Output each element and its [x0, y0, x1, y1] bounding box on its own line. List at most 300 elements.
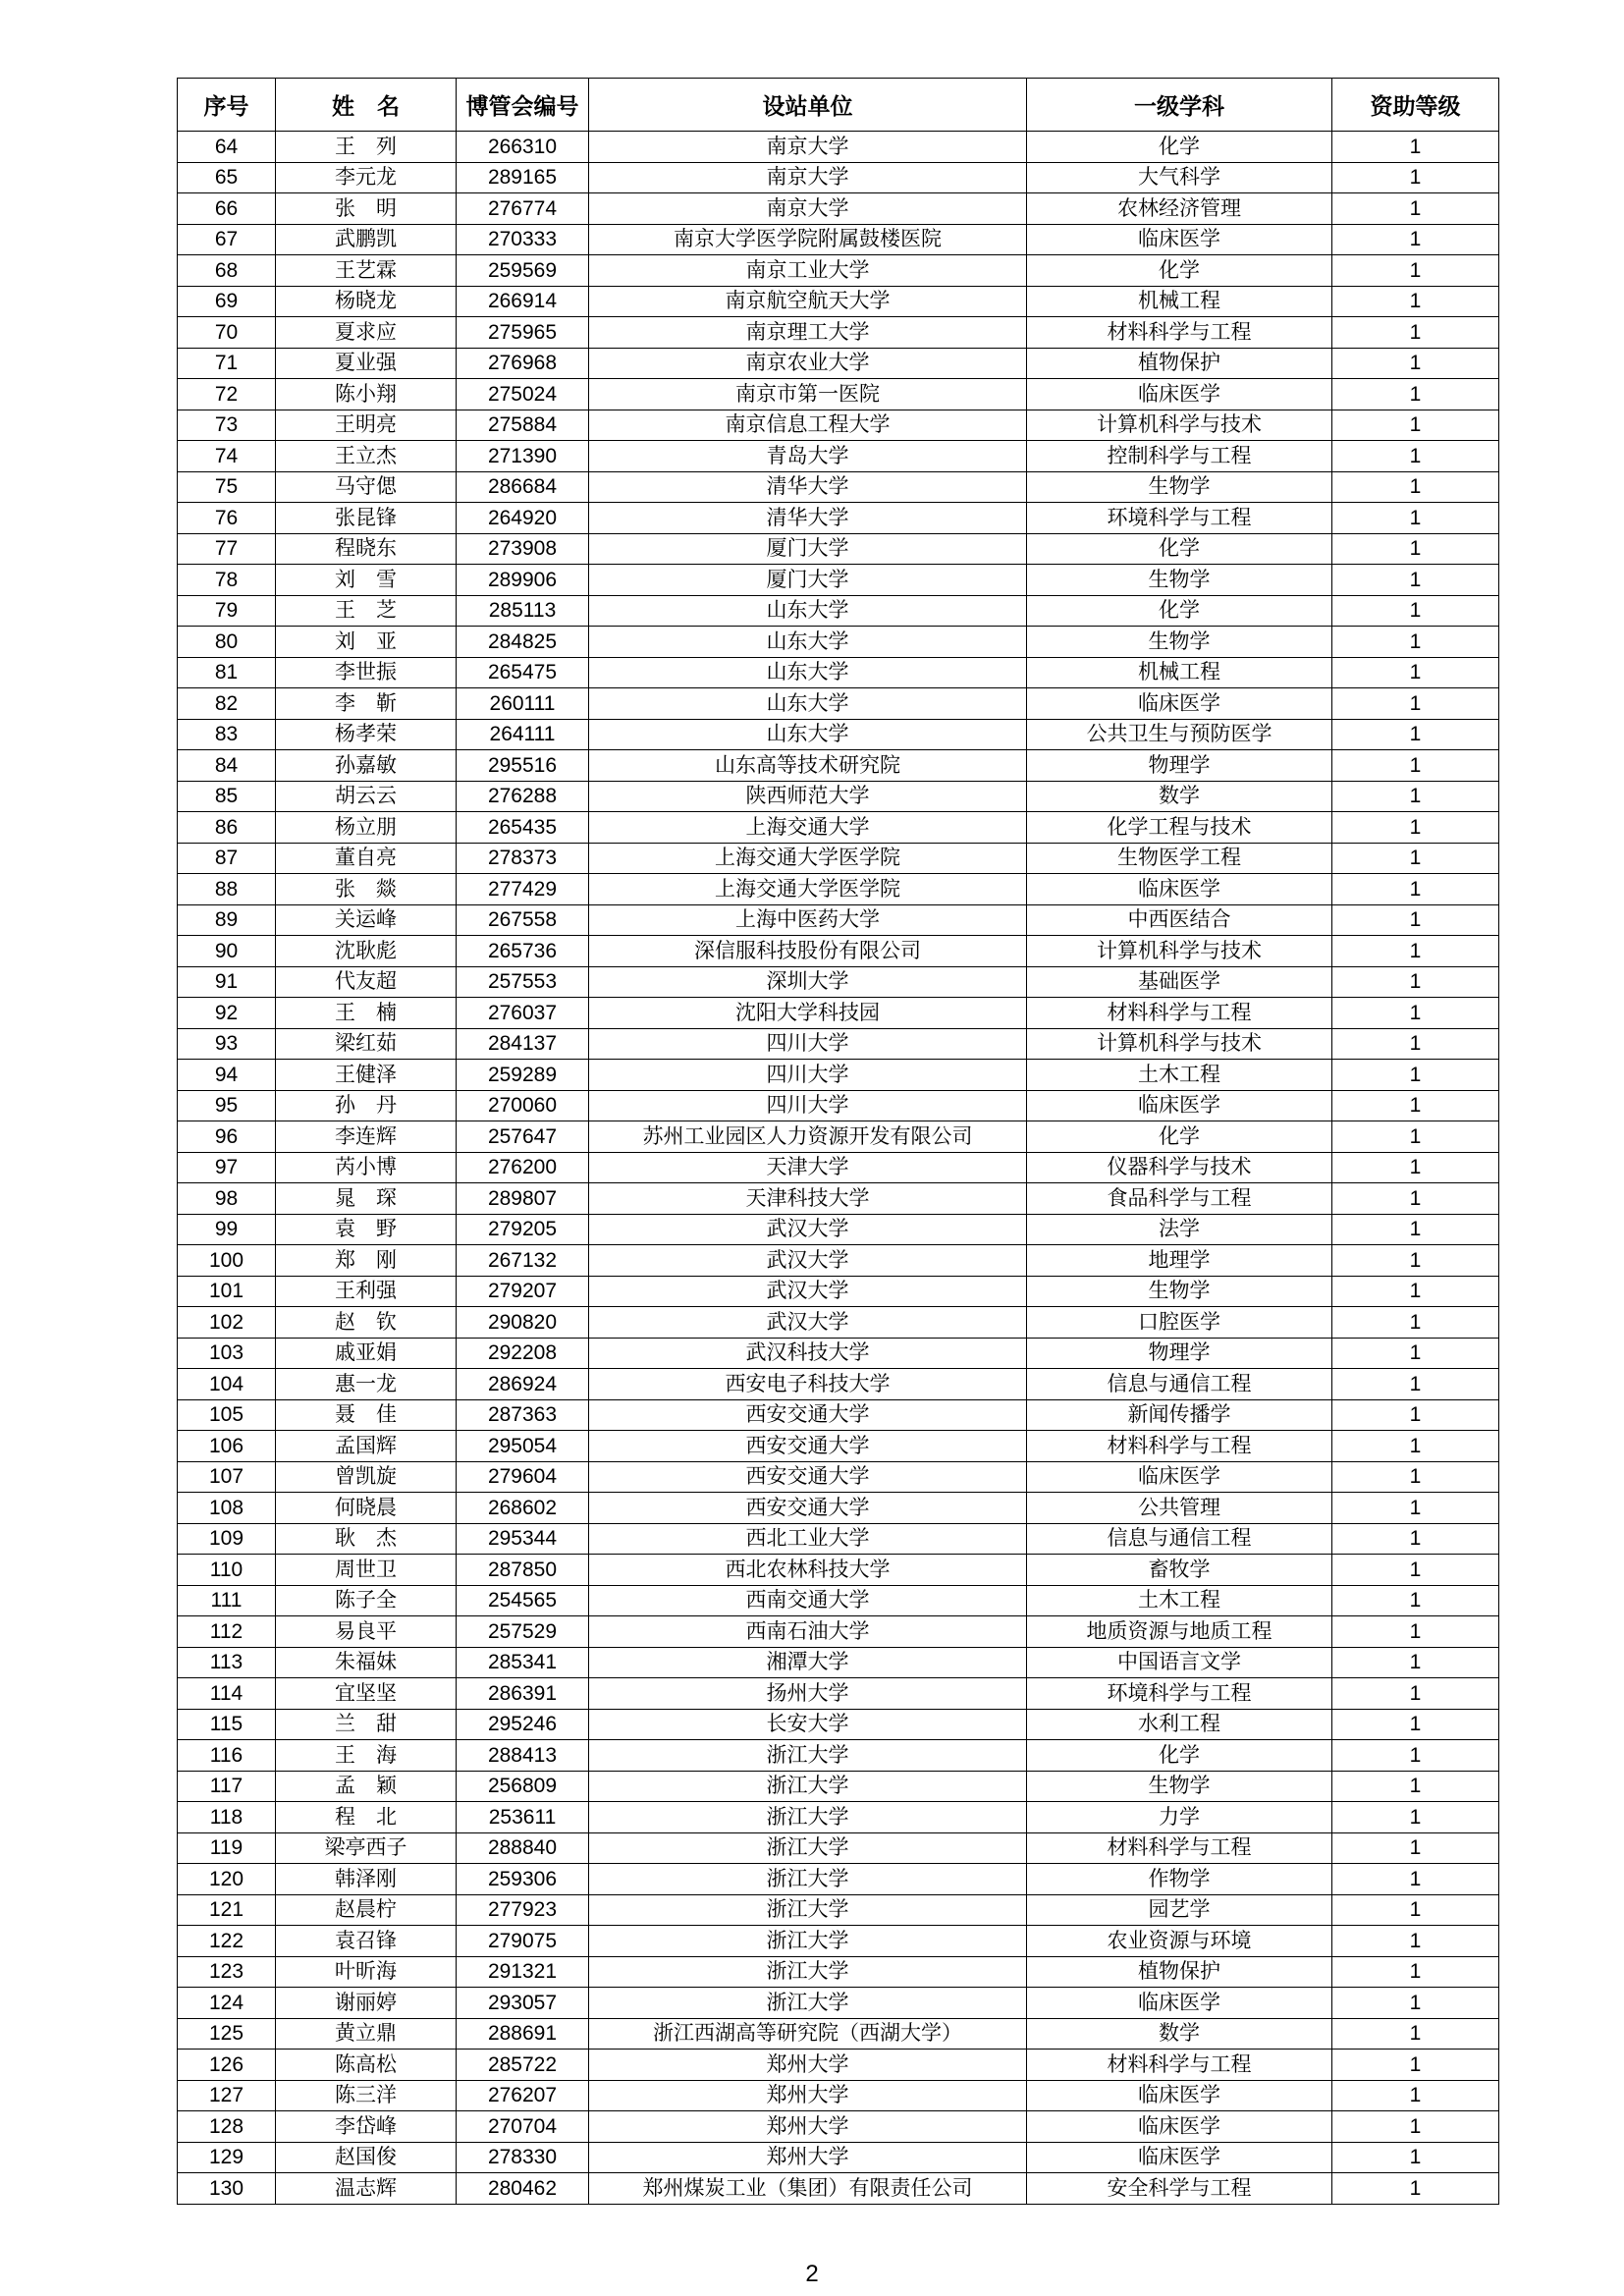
- table-row: [178, 1555, 1499, 1586]
- serial-number-cell: 71: [178, 348, 276, 379]
- table-row: [178, 2173, 1499, 2205]
- table-row: [178, 998, 1499, 1029]
- registration-number-cell: 268602: [457, 1493, 589, 1524]
- serial-number-cell: 85: [178, 781, 276, 812]
- funding-level-cell: 1: [1332, 1802, 1499, 1833]
- registration-number-cell: 295246: [457, 1709, 589, 1740]
- name-cell: 王艺霖: [276, 255, 457, 287]
- name-cell: 赵晨柠: [276, 1894, 457, 1926]
- serial-number-cell: 105: [178, 1399, 276, 1431]
- host-institution-cell: 南京航空航天大学: [589, 286, 1027, 317]
- discipline-cell: 农林经济管理: [1027, 193, 1332, 225]
- registration-number-cell: 256809: [457, 1771, 589, 1802]
- table-row: [178, 533, 1499, 565]
- registration-number-cell: 289906: [457, 565, 589, 596]
- host-institution-cell: 南京大学: [589, 193, 1027, 225]
- discipline-cell: 法学: [1027, 1214, 1332, 1245]
- serial-number-cell: 70: [178, 317, 276, 349]
- discipline-cell: 机械工程: [1027, 286, 1332, 317]
- serial-number-cell: 126: [178, 2050, 276, 2081]
- registration-number-cell: 278330: [457, 2142, 589, 2173]
- table-row: [178, 1183, 1499, 1215]
- discipline-cell: 控制科学与工程: [1027, 441, 1332, 472]
- table-row: [178, 132, 1499, 163]
- name-cell: 郑 刚: [276, 1245, 457, 1277]
- registration-number-cell: 277923: [457, 1894, 589, 1926]
- name-cell: 刘 亚: [276, 627, 457, 658]
- name-cell: 耿 杰: [276, 1523, 457, 1555]
- host-institution-cell: 郑州煤炭工业（集团）有限责任公司: [589, 2173, 1027, 2205]
- name-cell: 袁 野: [276, 1214, 457, 1245]
- serial-number-cell: 84: [178, 750, 276, 782]
- discipline-cell: 材料科学与工程: [1027, 317, 1332, 349]
- name-cell: 宜坚坚: [276, 1678, 457, 1710]
- name-cell: 梁亭西子: [276, 1832, 457, 1864]
- funding-level-cell: 1: [1332, 2142, 1499, 2173]
- funding-level-cell: 1: [1332, 1771, 1499, 1802]
- host-institution-cell: 南京农业大学: [589, 348, 1027, 379]
- table-row: [178, 286, 1499, 317]
- name-cell: 杨晓龙: [276, 286, 457, 317]
- funding-list-table: [177, 78, 1499, 2205]
- registration-number-cell: 265736: [457, 936, 589, 967]
- funding-level-cell: 1: [1332, 379, 1499, 410]
- table-row: [178, 162, 1499, 193]
- registration-number-cell: 287363: [457, 1399, 589, 1431]
- registration-number-cell: 267558: [457, 904, 589, 936]
- discipline-cell: 地质资源与地质工程: [1027, 1616, 1332, 1648]
- serial-number-cell: 99: [178, 1214, 276, 1245]
- host-institution-cell: 西安电子科技大学: [589, 1369, 1027, 1400]
- serial-number-cell: 125: [178, 2018, 276, 2050]
- funding-level-cell: 1: [1332, 1894, 1499, 1926]
- table-row: [178, 193, 1499, 225]
- discipline-cell: 化学: [1027, 533, 1332, 565]
- serial-number-cell: 102: [178, 1307, 276, 1339]
- name-cell: 孟国辉: [276, 1431, 457, 1462]
- serial-number-cell: 124: [178, 1988, 276, 2019]
- discipline-cell: 力学: [1027, 1802, 1332, 1833]
- funding-level-cell: 1: [1332, 286, 1499, 317]
- table-row: [178, 2050, 1499, 2081]
- funding-level-cell: 1: [1332, 1461, 1499, 1493]
- discipline-cell: 口腔医学: [1027, 1307, 1332, 1339]
- registration-number-cell: 259306: [457, 1864, 589, 1895]
- table-row: [178, 1864, 1499, 1895]
- name-cell: 王 列: [276, 132, 457, 163]
- discipline-cell: 物理学: [1027, 1338, 1332, 1369]
- registration-number-cell: 266310: [457, 132, 589, 163]
- funding-level-cell: 1: [1332, 255, 1499, 287]
- name-cell: 谢丽婷: [276, 1988, 457, 2019]
- table-row: [178, 1152, 1499, 1183]
- name-cell: 程 北: [276, 1802, 457, 1833]
- host-institution-cell: 南京大学: [589, 132, 1027, 163]
- funding-level-cell: 1: [1332, 471, 1499, 503]
- table-row: [178, 2080, 1499, 2111]
- funding-level-cell: 1: [1332, 1926, 1499, 1957]
- registration-number-cell: 270704: [457, 2111, 589, 2143]
- funding-level-cell: 1: [1332, 2050, 1499, 2081]
- host-institution-cell: 武汉大学: [589, 1214, 1027, 1245]
- registration-number-cell: 276774: [457, 193, 589, 225]
- discipline-cell: 化学: [1027, 255, 1332, 287]
- host-institution-cell: 西安交通大学: [589, 1493, 1027, 1524]
- discipline-cell: 物理学: [1027, 750, 1332, 782]
- name-cell: 刘 雪: [276, 565, 457, 596]
- host-institution-cell: 浙江大学: [589, 1956, 1027, 1988]
- table-row: [178, 2018, 1499, 2050]
- host-institution-cell: 浙江大学: [589, 1832, 1027, 1864]
- funding-level-cell: 1: [1332, 1090, 1499, 1121]
- host-institution-cell: 上海交通大学: [589, 812, 1027, 844]
- name-cell: 黄立鼎: [276, 2018, 457, 2050]
- registration-number-cell: 265475: [457, 657, 589, 688]
- host-institution-cell: 浙江大学: [589, 1988, 1027, 2019]
- serial-number-cell: 86: [178, 812, 276, 844]
- host-institution-cell: 浙江大学: [589, 1802, 1027, 1833]
- host-institution-cell: 上海交通大学医学院: [589, 843, 1027, 874]
- funding-level-cell: 1: [1332, 998, 1499, 1029]
- funding-level-cell: 1: [1332, 1678, 1499, 1710]
- discipline-cell: 计算机科学与技术: [1027, 1028, 1332, 1060]
- discipline-cell: 计算机科学与技术: [1027, 410, 1332, 441]
- host-institution-cell: 山东大学: [589, 688, 1027, 720]
- serial-number-cell: 112: [178, 1616, 276, 1648]
- funding-level-cell: 1: [1332, 132, 1499, 163]
- table-row: [178, 1307, 1499, 1339]
- registration-number-cell: 259569: [457, 255, 589, 287]
- funding-level-cell: 1: [1332, 657, 1499, 688]
- registration-number-cell: 291321: [457, 1956, 589, 1988]
- name-cell: 周世卫: [276, 1555, 457, 1586]
- host-institution-cell: 深圳大学: [589, 966, 1027, 998]
- table-body: [178, 132, 1499, 2205]
- serial-number-cell: 77: [178, 533, 276, 565]
- table-row: [178, 1956, 1499, 1988]
- table-header: [178, 79, 1499, 132]
- registration-number-cell: 267132: [457, 1245, 589, 1277]
- name-cell: 孟 颖: [276, 1771, 457, 1802]
- funding-level-cell: 1: [1332, 904, 1499, 936]
- discipline-cell: 生物学: [1027, 627, 1332, 658]
- name-cell: 李 靳: [276, 688, 457, 720]
- table-row: [178, 657, 1499, 688]
- serial-number-cell: 82: [178, 688, 276, 720]
- table-row: [178, 1802, 1499, 1833]
- table-row: [178, 1709, 1499, 1740]
- serial-number-cell: 73: [178, 410, 276, 441]
- registration-number-cell: 295344: [457, 1523, 589, 1555]
- registration-number-cell: 278373: [457, 843, 589, 874]
- name-cell: 何晓晨: [276, 1493, 457, 1524]
- serial-number-cell: 127: [178, 2080, 276, 2111]
- host-institution-cell: 浙江大学: [589, 1740, 1027, 1772]
- table-row: [178, 379, 1499, 410]
- table-row: [178, 843, 1499, 874]
- name-cell: 胡云云: [276, 781, 457, 812]
- registration-number-cell: 288691: [457, 2018, 589, 2050]
- discipline-cell: 数学: [1027, 781, 1332, 812]
- discipline-cell: 生物学: [1027, 1276, 1332, 1307]
- name-cell: 沈耿彪: [276, 936, 457, 967]
- header-name: 姓 名: [276, 79, 457, 132]
- table-row: [178, 1678, 1499, 1710]
- serial-number-cell: 114: [178, 1678, 276, 1710]
- name-cell: 杨立朋: [276, 812, 457, 844]
- serial-number-cell: 97: [178, 1152, 276, 1183]
- serial-number-cell: 83: [178, 719, 276, 750]
- discipline-cell: 临床医学: [1027, 379, 1332, 410]
- discipline-cell: 临床医学: [1027, 2080, 1332, 2111]
- name-cell: 孙嘉敏: [276, 750, 457, 782]
- table-row: [178, 1894, 1499, 1926]
- table-row: [178, 936, 1499, 967]
- registration-number-cell: 286391: [457, 1678, 589, 1710]
- funding-level-cell: 1: [1332, 1988, 1499, 2019]
- funding-level-cell: 1: [1332, 441, 1499, 472]
- table-row: [178, 1740, 1499, 1772]
- name-cell: 朱福妹: [276, 1647, 457, 1678]
- table-row: [178, 1090, 1499, 1121]
- serial-number-cell: 67: [178, 224, 276, 255]
- table-row: [178, 1771, 1499, 1802]
- funding-level-cell: 1: [1332, 966, 1499, 998]
- registration-number-cell: 265435: [457, 812, 589, 844]
- discipline-cell: 数学: [1027, 2018, 1332, 2050]
- funding-level-cell: 1: [1332, 1183, 1499, 1215]
- registration-number-cell: 266914: [457, 286, 589, 317]
- serial-number-cell: 100: [178, 1245, 276, 1277]
- funding-level-cell: 1: [1332, 627, 1499, 658]
- registration-number-cell: 254565: [457, 1585, 589, 1616]
- registration-number-cell: 292208: [457, 1338, 589, 1369]
- registration-number-cell: 264111: [457, 719, 589, 750]
- serial-number-cell: 72: [178, 379, 276, 410]
- host-institution-cell: 山东大学: [589, 657, 1027, 688]
- serial-number-cell: 65: [178, 162, 276, 193]
- name-cell: 王 楠: [276, 998, 457, 1029]
- table-row: [178, 224, 1499, 255]
- serial-number-cell: 69: [178, 286, 276, 317]
- name-cell: 关运峰: [276, 904, 457, 936]
- discipline-cell: 生物学: [1027, 565, 1332, 596]
- host-institution-cell: 清华大学: [589, 471, 1027, 503]
- funding-level-cell: 1: [1332, 781, 1499, 812]
- name-cell: 袁召锋: [276, 1926, 457, 1957]
- discipline-cell: 生物医学工程: [1027, 843, 1332, 874]
- discipline-cell: 材料科学与工程: [1027, 2050, 1332, 2081]
- discipline-cell: 化学: [1027, 595, 1332, 627]
- table-row: [178, 2111, 1499, 2143]
- table-row: [178, 255, 1499, 287]
- host-institution-cell: 郑州大学: [589, 2080, 1027, 2111]
- header-row: [178, 79, 1499, 132]
- table-row: [178, 904, 1499, 936]
- funding-level-cell: 1: [1332, 224, 1499, 255]
- funding-level-cell: 1: [1332, 812, 1499, 844]
- funding-level-cell: 1: [1332, 1245, 1499, 1277]
- discipline-cell: 化学工程与技术: [1027, 812, 1332, 844]
- funding-level-cell: 1: [1332, 2173, 1499, 2205]
- serial-number-cell: 95: [178, 1090, 276, 1121]
- funding-level-cell: 1: [1332, 1399, 1499, 1431]
- host-institution-cell: 青岛大学: [589, 441, 1027, 472]
- serial-number-cell: 64: [178, 132, 276, 163]
- name-cell: 王利强: [276, 1276, 457, 1307]
- funding-level-cell: 1: [1332, 193, 1499, 225]
- host-institution-cell: 浙江大学: [589, 1864, 1027, 1895]
- registration-number-cell: 253611: [457, 1802, 589, 1833]
- table-row: [178, 1338, 1499, 1369]
- serial-number-cell: 104: [178, 1369, 276, 1400]
- discipline-cell: 地理学: [1027, 1245, 1332, 1277]
- funding-level-cell: 1: [1332, 1152, 1499, 1183]
- registration-number-cell: 295516: [457, 750, 589, 782]
- discipline-cell: 公共卫生与预防医学: [1027, 719, 1332, 750]
- table-row: [178, 317, 1499, 349]
- host-institution-cell: 苏州工业园区人力资源开发有限公司: [589, 1121, 1027, 1153]
- registration-number-cell: 285722: [457, 2050, 589, 2081]
- serial-number-cell: 120: [178, 1864, 276, 1895]
- discipline-cell: 水利工程: [1027, 1709, 1332, 1740]
- name-cell: 李元龙: [276, 162, 457, 193]
- host-institution-cell: 浙江大学: [589, 1926, 1027, 1957]
- serial-number-cell: 66: [178, 193, 276, 225]
- name-cell: 李连辉: [276, 1121, 457, 1153]
- discipline-cell: 食品科学与工程: [1027, 1183, 1332, 1215]
- host-institution-cell: 厦门大学: [589, 533, 1027, 565]
- funding-level-cell: 1: [1332, 1709, 1499, 1740]
- funding-level-cell: 1: [1332, 1431, 1499, 1462]
- funding-level-cell: 1: [1332, 719, 1499, 750]
- discipline-cell: 土木工程: [1027, 1060, 1332, 1091]
- table-row: [178, 2142, 1499, 2173]
- registration-number-cell: 288413: [457, 1740, 589, 1772]
- table-row: [178, 1060, 1499, 1091]
- name-cell: 张 明: [276, 193, 457, 225]
- funding-level-cell: 1: [1332, 843, 1499, 874]
- registration-number-cell: 275965: [457, 317, 589, 349]
- discipline-cell: 机械工程: [1027, 657, 1332, 688]
- header-registration-number: 博管会编号: [457, 79, 589, 132]
- name-cell: 武鹏凯: [276, 224, 457, 255]
- funding-level-cell: 1: [1332, 1060, 1499, 1091]
- name-cell: 戚亚娟: [276, 1338, 457, 1369]
- registration-number-cell: 257529: [457, 1616, 589, 1648]
- serial-number-cell: 115: [178, 1709, 276, 1740]
- registration-number-cell: 284137: [457, 1028, 589, 1060]
- discipline-cell: 计算机科学与技术: [1027, 936, 1332, 967]
- table-row: [178, 441, 1499, 472]
- host-institution-cell: 厦门大学: [589, 565, 1027, 596]
- registration-number-cell: 289165: [457, 162, 589, 193]
- table-row: [178, 1647, 1499, 1678]
- host-institution-cell: 山东大学: [589, 719, 1027, 750]
- serial-number-cell: 109: [178, 1523, 276, 1555]
- host-institution-cell: 上海交通大学医学院: [589, 874, 1027, 905]
- host-institution-cell: 四川大学: [589, 1028, 1027, 1060]
- serial-number-cell: 68: [178, 255, 276, 287]
- name-cell: 李世振: [276, 657, 457, 688]
- table-row: [178, 1988, 1499, 2019]
- name-cell: 孙 丹: [276, 1090, 457, 1121]
- registration-number-cell: 287850: [457, 1555, 589, 1586]
- funding-level-cell: 1: [1332, 1523, 1499, 1555]
- registration-number-cell: 285113: [457, 595, 589, 627]
- serial-number-cell: 106: [178, 1431, 276, 1462]
- discipline-cell: 临床医学: [1027, 2111, 1332, 2143]
- registration-number-cell: 259289: [457, 1060, 589, 1091]
- table-row: [178, 1585, 1499, 1616]
- serial-number-cell: 80: [178, 627, 276, 658]
- funding-level-cell: 1: [1332, 2018, 1499, 2050]
- funding-level-cell: 1: [1332, 1493, 1499, 1524]
- serial-number-cell: 113: [178, 1647, 276, 1678]
- host-institution-cell: 郑州大学: [589, 2142, 1027, 2173]
- table-row: [178, 565, 1499, 596]
- funding-level-cell: 1: [1332, 2080, 1499, 2111]
- serial-number-cell: 101: [178, 1276, 276, 1307]
- funding-level-cell: 1: [1332, 1276, 1499, 1307]
- host-institution-cell: 西安交通大学: [589, 1461, 1027, 1493]
- discipline-cell: 化学: [1027, 1121, 1332, 1153]
- name-cell: 温志辉: [276, 2173, 457, 2205]
- host-institution-cell: 南京大学医学院附属鼓楼医院: [589, 224, 1027, 255]
- registration-number-cell: 257553: [457, 966, 589, 998]
- serial-number-cell: 76: [178, 503, 276, 534]
- serial-number-cell: 110: [178, 1555, 276, 1586]
- registration-number-cell: 276288: [457, 781, 589, 812]
- name-cell: 陈子全: [276, 1585, 457, 1616]
- discipline-cell: 农业资源与环境: [1027, 1926, 1332, 1957]
- name-cell: 赵国俊: [276, 2142, 457, 2173]
- funding-level-cell: 1: [1332, 1369, 1499, 1400]
- registration-number-cell: 273908: [457, 533, 589, 565]
- name-cell: 易良平: [276, 1616, 457, 1648]
- host-institution-cell: 西安交通大学: [589, 1399, 1027, 1431]
- page-number: 2: [805, 2261, 819, 2287]
- serial-number-cell: 81: [178, 657, 276, 688]
- registration-number-cell: 279207: [457, 1276, 589, 1307]
- name-cell: 陈三洋: [276, 2080, 457, 2111]
- serial-number-cell: 78: [178, 565, 276, 596]
- registration-number-cell: 279205: [457, 1214, 589, 1245]
- registration-number-cell: 279075: [457, 1926, 589, 1957]
- table-row: [178, 627, 1499, 658]
- header-serial-number: 序号: [178, 79, 276, 132]
- registration-number-cell: 275024: [457, 379, 589, 410]
- name-cell: 程晓东: [276, 533, 457, 565]
- discipline-cell: 临床医学: [1027, 1461, 1332, 1493]
- name-cell: 芮小博: [276, 1152, 457, 1183]
- funding-level-cell: 1: [1332, 1028, 1499, 1060]
- host-institution-cell: 陕西师范大学: [589, 781, 1027, 812]
- host-institution-cell: 湘潭大学: [589, 1647, 1027, 1678]
- funding-level-cell: 1: [1332, 1647, 1499, 1678]
- table-row: [178, 1369, 1499, 1400]
- serial-number-cell: 122: [178, 1926, 276, 1957]
- host-institution-cell: 山东大学: [589, 627, 1027, 658]
- serial-number-cell: 103: [178, 1338, 276, 1369]
- discipline-cell: 环境科学与工程: [1027, 1678, 1332, 1710]
- name-cell: 张昆锋: [276, 503, 457, 534]
- discipline-cell: 材料科学与工程: [1027, 1431, 1332, 1462]
- registration-number-cell: 289807: [457, 1183, 589, 1215]
- registration-number-cell: 270333: [457, 224, 589, 255]
- funding-level-cell: 1: [1332, 595, 1499, 627]
- funding-level-cell: 1: [1332, 1740, 1499, 1772]
